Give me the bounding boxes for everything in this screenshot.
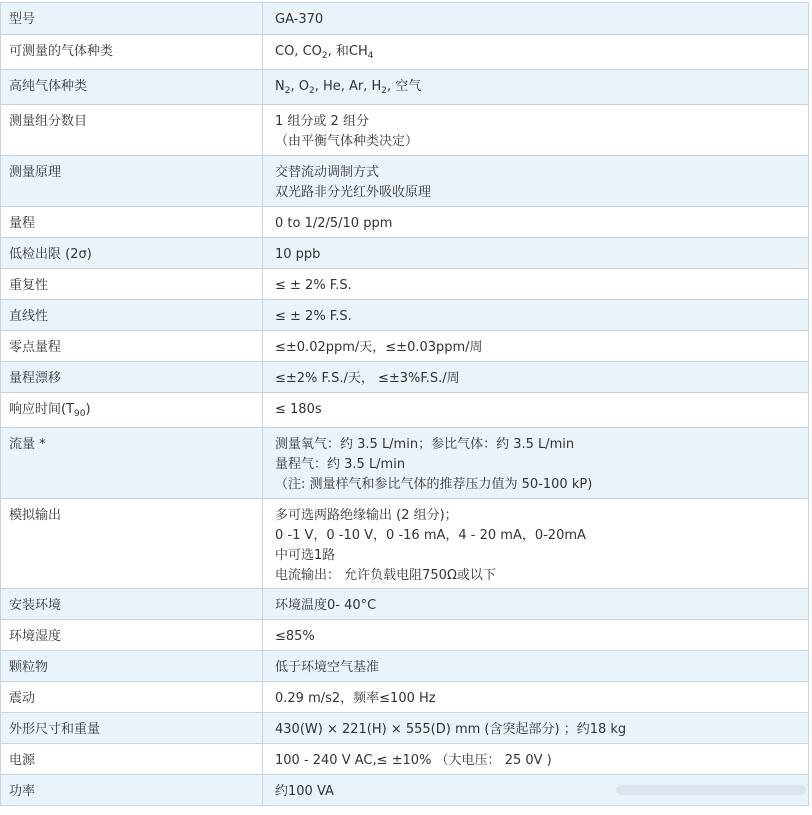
spec-value-line bbox=[275, 77, 808, 97]
spec-label: 颗粒物 bbox=[1, 651, 263, 682]
spec-value-line bbox=[275, 658, 808, 678]
spec-row bbox=[1, 428, 809, 499]
spec-value-line bbox=[275, 338, 808, 358]
spec-value-line bbox=[275, 276, 808, 296]
spec-row bbox=[1, 331, 809, 362]
spec-table-body bbox=[1, 3, 809, 806]
spec-row bbox=[1, 105, 809, 156]
spec-value bbox=[263, 3, 809, 35]
spec-value bbox=[263, 744, 809, 775]
text-segment: 环境温度0- 40°C bbox=[275, 598, 377, 613]
spec-value-line bbox=[275, 369, 808, 389]
subscript: 2 bbox=[308, 86, 315, 96]
spec-value-line bbox=[275, 42, 808, 62]
spec-label: 功率 bbox=[1, 775, 263, 806]
spec-value-line bbox=[275, 751, 808, 771]
spec-value bbox=[263, 362, 809, 393]
spec-label: 可测量的气体种类 bbox=[1, 35, 263, 70]
spec-value bbox=[263, 35, 809, 70]
spec-value-line bbox=[275, 245, 808, 265]
text-segment: 响应时间(T bbox=[9, 402, 75, 417]
text-segment: 100 - 240 V AC,≤ ±10% （大电压： 25 0V ) bbox=[275, 753, 552, 768]
spec-label: 流量 * bbox=[1, 428, 263, 499]
spec-row bbox=[1, 70, 809, 105]
spec-value-line bbox=[275, 596, 808, 616]
spec-row bbox=[1, 682, 809, 713]
text-segment: 交替流动调制方式 bbox=[275, 165, 380, 180]
spec-label: 测量组分数目 bbox=[1, 105, 263, 156]
spec-value bbox=[263, 238, 809, 269]
subscript: 2 bbox=[284, 86, 291, 96]
spec-row bbox=[1, 713, 809, 744]
subscript: 2 bbox=[381, 86, 388, 96]
spec-value-line bbox=[275, 506, 808, 526]
text-segment: , 和CH bbox=[327, 44, 368, 59]
text-segment: ≤85% bbox=[275, 629, 315, 644]
spec-label: 电源 bbox=[1, 744, 263, 775]
spec-label: 直线性 bbox=[1, 300, 263, 331]
spec-value-line bbox=[275, 627, 808, 647]
spec-label: 重复性 bbox=[1, 269, 263, 300]
spec-value-line bbox=[275, 307, 808, 327]
spec-row bbox=[1, 207, 809, 238]
spec-row bbox=[1, 620, 809, 651]
text-segment: GA-370 bbox=[275, 12, 324, 27]
spec-value bbox=[263, 393, 809, 428]
text-segment: ≤ ± 2% F.S. bbox=[275, 309, 352, 324]
spec-value-line bbox=[275, 183, 808, 203]
subscript: 4 bbox=[367, 51, 374, 61]
spec-row bbox=[1, 393, 809, 428]
spec-label: 模拟输出 bbox=[1, 499, 263, 589]
spec-row bbox=[1, 744, 809, 775]
text-segment: , O bbox=[290, 79, 309, 94]
spec-value bbox=[263, 713, 809, 744]
spec-value bbox=[263, 300, 809, 331]
text-segment: N bbox=[275, 79, 285, 94]
spec-value bbox=[263, 589, 809, 620]
text-segment: 10 ppb bbox=[275, 247, 321, 262]
text-segment: ≤±2% F.S./天， ≤±3%F.S./周 bbox=[275, 371, 460, 386]
spec-value bbox=[263, 651, 809, 682]
spec-row bbox=[1, 269, 809, 300]
text-segment: CO, CO bbox=[275, 44, 322, 59]
text-segment: , 空气 bbox=[387, 79, 422, 94]
spec-value-line bbox=[275, 132, 808, 152]
spec-value-line bbox=[275, 435, 808, 455]
spec-value-line bbox=[275, 720, 808, 740]
text-segment: 多可选两路绝缘输出 (2 组分)； bbox=[275, 508, 458, 523]
text-segment: 电流输出： 允许负载电阻750Ω或以下 bbox=[275, 568, 496, 583]
spec-label: 环境湿度 bbox=[1, 620, 263, 651]
spec-value-line bbox=[275, 112, 808, 132]
text-segment: ≤ 180s bbox=[275, 402, 322, 417]
spec-label: 高纯气体种类 bbox=[1, 70, 263, 105]
spec-value-line bbox=[275, 400, 808, 420]
spec-row bbox=[1, 3, 809, 35]
spec-value bbox=[263, 331, 809, 362]
text-segment: 低于环境空气基准 bbox=[275, 660, 380, 675]
spec-value-line bbox=[275, 455, 808, 475]
spec-table bbox=[0, 2, 809, 806]
spec-value bbox=[263, 156, 809, 207]
text-segment: 430(W) × 221(H) × 555(D) mm (含突起部分) ；约18 kg bbox=[275, 722, 627, 737]
spec-value-line bbox=[275, 475, 808, 495]
spec-row bbox=[1, 362, 809, 393]
spec-value-line bbox=[275, 163, 808, 183]
spec-value bbox=[263, 428, 809, 499]
text-segment: 0 -1 V，0 -10 V，0 -16 mA，4 - 20 mA，0-20mA bbox=[275, 528, 586, 543]
text-segment: 1 组分或 2 组分 bbox=[275, 114, 369, 129]
spec-value bbox=[263, 269, 809, 300]
spec-value-line bbox=[275, 546, 808, 566]
spec-label: 零点量程 bbox=[1, 331, 263, 362]
spec-label: 震动 bbox=[1, 682, 263, 713]
spec-row bbox=[1, 589, 809, 620]
spec-label: 安装环境 bbox=[1, 589, 263, 620]
spec-row bbox=[1, 651, 809, 682]
text-segment: 约100 VA bbox=[275, 784, 334, 799]
text-segment: 0 to 1/2/5/10 ppm bbox=[275, 216, 393, 231]
text-segment: ≤±0.02ppm/天，≤±0.03ppm/周 bbox=[275, 340, 483, 355]
text-segment: 测量氧气：约 3.5 L/min；参比气体：约 3.5 L/min bbox=[275, 437, 575, 452]
spec-label bbox=[1, 393, 263, 428]
spec-label: 型号 bbox=[1, 3, 263, 35]
spec-value-line bbox=[275, 10, 808, 30]
text-segment: （由平衡气体种类决定） bbox=[275, 134, 419, 149]
text-segment: 量程气：约 3.5 L/min bbox=[275, 457, 406, 472]
spec-row bbox=[1, 300, 809, 331]
spec-label: 低检出限 (2σ) bbox=[1, 238, 263, 269]
spec-row bbox=[1, 238, 809, 269]
spec-value bbox=[263, 105, 809, 156]
spec-value-line bbox=[275, 566, 808, 586]
subscript: 90 bbox=[74, 409, 86, 419]
spec-value bbox=[263, 207, 809, 238]
text-segment: ≤ ± 2% F.S. bbox=[275, 278, 352, 293]
spec-value bbox=[263, 620, 809, 651]
spec-label: 外形尺寸和重量 bbox=[1, 713, 263, 744]
spec-value bbox=[263, 70, 809, 105]
spec-row bbox=[1, 499, 809, 589]
text-segment: ) bbox=[85, 402, 91, 417]
spec-value bbox=[263, 499, 809, 589]
watermark-logo bbox=[616, 779, 806, 801]
text-segment: （注: 测量样气和参比气体的推荐压力值为 50-100 kP) bbox=[275, 477, 593, 492]
spec-value-line bbox=[275, 526, 808, 546]
text-segment: 0.29 m/s2，频率≤100 Hz bbox=[275, 691, 436, 706]
spec-row bbox=[1, 156, 809, 207]
spec-value-line bbox=[275, 689, 808, 709]
text-segment: 双光路非分光红外吸收原理 bbox=[275, 185, 432, 200]
text-segment: 中可选1路 bbox=[275, 548, 336, 563]
subscript: 2 bbox=[321, 51, 328, 61]
spec-value bbox=[263, 682, 809, 713]
text-segment: , He, Ar, H bbox=[314, 79, 382, 94]
spec-label: 测量原理 bbox=[1, 156, 263, 207]
spec-label: 量程漂移 bbox=[1, 362, 263, 393]
spec-label: 量程 bbox=[1, 207, 263, 238]
spec-row bbox=[1, 35, 809, 70]
spec-value-line bbox=[275, 214, 808, 234]
